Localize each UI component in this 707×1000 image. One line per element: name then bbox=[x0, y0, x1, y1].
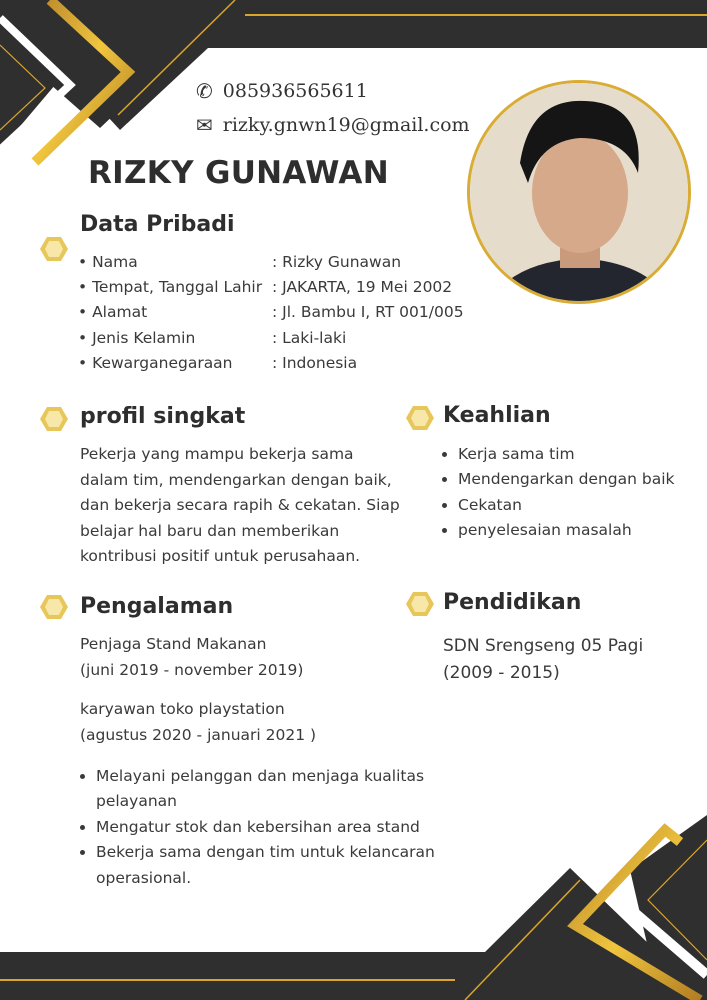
experience-heading: Pengalaman bbox=[80, 594, 234, 619]
phone-number: 085936565611 bbox=[222, 80, 368, 102]
profile-line: dalam tim, mendengarkan dengan baik, bbox=[80, 470, 392, 489]
value: : Laki-laki bbox=[272, 328, 347, 347]
phone-contact bbox=[196, 79, 368, 103]
duties-list bbox=[79, 764, 435, 891]
hexagon-bullet-icon bbox=[406, 405, 434, 431]
duty-line: pelayanan bbox=[96, 792, 177, 811]
profile-line: Pekerja yang mampu bekerja sama bbox=[80, 445, 354, 463]
education-period: (2009 - 2015) bbox=[443, 663, 560, 683]
label-text: Nama bbox=[92, 252, 138, 271]
duty-line: operasional. bbox=[96, 868, 192, 887]
duty-line: Melayani pelanggan dan menjaga kualitas bbox=[96, 767, 425, 785]
duty-line: Bekerja sama dengan tim untuk kelancaran bbox=[96, 843, 435, 862]
duty-item bbox=[96, 815, 435, 840]
education-entry bbox=[443, 633, 643, 687]
skill-item: • Kerja sama tim bbox=[458, 442, 675, 467]
label: • Nama bbox=[78, 252, 138, 271]
personal-row-address bbox=[78, 300, 464, 325]
label-text: Alamat bbox=[92, 303, 148, 322]
skill-item: • Mendengarkan dengan baik bbox=[458, 467, 675, 492]
profile-line: kontribusi positif untuk perusahaan. bbox=[80, 547, 361, 565]
personal-row-name bbox=[78, 249, 464, 274]
hexagon-bullet-icon bbox=[406, 591, 434, 617]
value: : Rizky Gunawan bbox=[272, 252, 402, 271]
duty-line: Mengatur stok dan kebersihan area stand bbox=[96, 817, 420, 836]
job-entry bbox=[80, 697, 316, 748]
skills-list bbox=[441, 442, 675, 544]
skill-item: • penyelesaian masalah bbox=[458, 518, 675, 543]
phone-icon: ✆ bbox=[196, 79, 213, 103]
label-text: Kewarganegaraan bbox=[92, 353, 233, 372]
education-heading: Pendidikan bbox=[443, 590, 582, 615]
duty-item bbox=[96, 764, 435, 815]
job-entry bbox=[80, 632, 303, 683]
skills-heading: Keahlian bbox=[443, 403, 551, 428]
personal-row-gender bbox=[78, 325, 464, 350]
label-text: Jenis Kelamin bbox=[92, 328, 196, 347]
value: : JAKARTA, 19 Mei 2002 bbox=[272, 277, 453, 296]
label: • Tempat, Tanggal Lahir bbox=[78, 277, 263, 296]
school-name: SDN Srengseng 05 Pagi bbox=[443, 636, 644, 656]
value: : Jl. Bambu I, RT 001/005 bbox=[272, 303, 464, 322]
personal-data-list bbox=[78, 249, 464, 375]
label: • Kewarganegaraan bbox=[78, 353, 233, 372]
hexagon-bullet-icon bbox=[40, 406, 68, 432]
portrait-image bbox=[470, 83, 690, 303]
duty-item bbox=[96, 840, 435, 891]
job-title: Penjaga Stand Makanan bbox=[80, 635, 267, 653]
profile-line: dan bekerja secara rapih & cekatan. Siap bbox=[80, 496, 400, 514]
envelope-icon: ✉ bbox=[196, 113, 213, 137]
personal-data-heading: Data Pribadi bbox=[80, 212, 235, 237]
profile-summary bbox=[80, 442, 400, 570]
profile-heading: profil singkat bbox=[80, 404, 246, 429]
email-address: rizky.gnwn19@gmail.com bbox=[222, 114, 470, 136]
profile-line: belajar hal baru dan memberikan bbox=[80, 521, 340, 540]
label: • Jenis Kelamin bbox=[78, 328, 196, 347]
job-title: karyawan toko playstation bbox=[80, 700, 285, 718]
value: : Indonesia bbox=[272, 353, 358, 372]
full-name: RIZKY GUNAWAN bbox=[88, 155, 389, 191]
job-period: (juni 2019 - november 2019) bbox=[80, 660, 304, 679]
label-text: Tempat, Tanggal Lahir bbox=[92, 277, 263, 296]
hexagon-bullet-icon bbox=[40, 236, 68, 262]
skill-item: • Cekatan bbox=[458, 493, 675, 518]
personal-row-birth bbox=[78, 274, 464, 299]
hexagon-bullet-icon bbox=[40, 594, 68, 620]
label: • Alamat bbox=[78, 303, 148, 322]
email-contact bbox=[196, 113, 470, 137]
profile-photo bbox=[467, 80, 691, 304]
job-period: (agustus 2020 - januari 2021 ) bbox=[80, 725, 317, 744]
personal-row-nationality bbox=[78, 350, 464, 375]
